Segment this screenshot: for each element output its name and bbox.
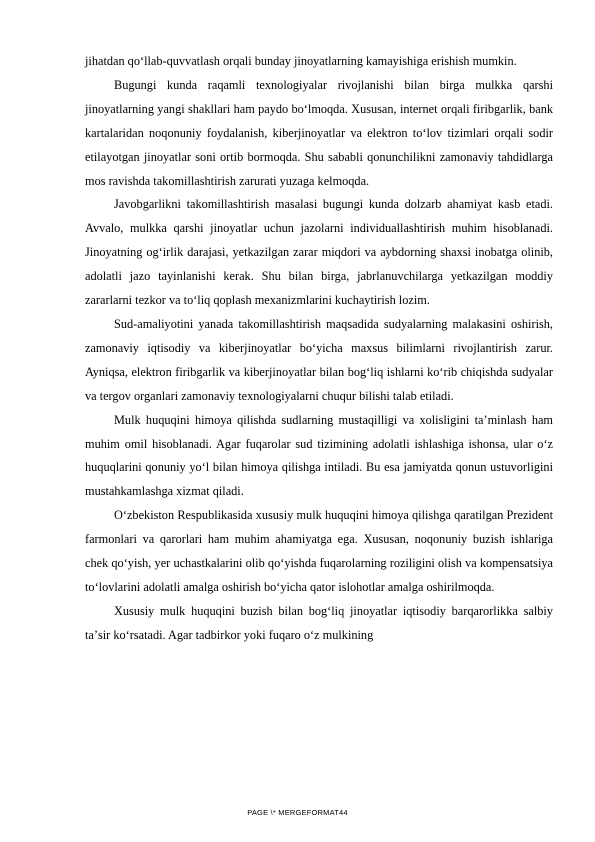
- paragraph-5: Mulk huquqini himoya qilishda sudlarning mustaqilligi va xolisligini taʼminlash ham muhim omil hisoblanadi. Agar fuqarolar sud tizimining adolatli ishlashiga ishonsa, ular oʻz huquqlarini qonuniy yoʻl bilan himoya qilishga intiladi. Bu esa jamiyatda qonun ustuvorligini mustahkamlashga xizmat qiladi.: [85, 412, 553, 499]
- page-footer: PAGE \* MERGEFORMAT44: [247, 808, 348, 817]
- paragraph-7: Xususiy mulk huquqini buzish bilan bogʻliq jinoyatlar iqtisodiy barqarorlikka salbiy taʼsir koʻrsatadi. Agar tadbirkor yoki fuqaro oʻz mulkining: [85, 603, 553, 642]
- paragraph-4: Sud-amaliyotini yanada takomillashtirish maqsadida sudyalarning malakasini oshirish, zamonaviy iqtisodiy va kiberjinoyatlar boʻyicha maxsus bilimlarni rivojlantirish zarur. Ayniqsa, elektron firibgarlik va kiberjinoyatlar bilan bogʻliq ishlarni koʻrib chiqishda sudyalar va tergov organlari zamonaviy texnologiyalarni chuqur bilishi talab etiladi.: [85, 316, 553, 403]
- paragraph-6: Oʻzbekiston Respublikasida xususiy mulk huquqini himoya qilishga qaratilgan Prezident farmonlari va qarorlari ham muhim ahamiyatga ega. Xususan, noqonuniy buzish ishlariga chek qoʻyish, yer uchastkalarini olib qoʻyishda fuqarolarning roziligini olish va kompensatsiya toʻlovlarini adolatli amalga oshirish boʻyicha qator islohotlar amalga oshirilmoqda.: [85, 508, 553, 594]
- paragraph-1: jihatdan qoʻllab-quvvatlash orqali bunday jinoyatlarning kamayishiga erishish mumkin.: [85, 54, 517, 68]
- body-text: [85, 50, 553, 648]
- paragraph-3: Javobgarlikni takomillashtirish masalasi bugungi kunda dolzarb ahamiyat kasb etadi. Avvalo, mulkka qarshi jinoyatlar uchun jazolarni individuallashtirish muhim hisoblanadi. Jinoyatning ogʻirlik darajasi, yetkazilgan zarar miqdori va aybdorning shaxsi inobatga olinib, adolatli jazo tayinlanishi kerak. Shu bilan birga, jabrlanuvchilarga yetkazilgan moddiy zararlarni tezkor va toʻliq qoplash mexanizmlarini kuchaytirish lozim.: [85, 197, 553, 308]
- paragraph-2: Bugungi kunda raqamli texnologiyalar rivojlanishi bilan birga mulkka qarshi jinoyatlarning yangi shakllari ham paydo boʻlmoqda. Xususan, internet orqali firibgarlik, bank kartalaridan noqonuniy foydalanish, kiberjinoyatlar va elektron toʻlov tizimlari orqali sodir etilayotgan jinoyatlar soni ortib bormoqda. Shu sababli qonunchilikni zamonaviy tahdidlarga mos ravishda takomillashtirish zarurati yuzaga kelmoqda.: [85, 77, 553, 188]
